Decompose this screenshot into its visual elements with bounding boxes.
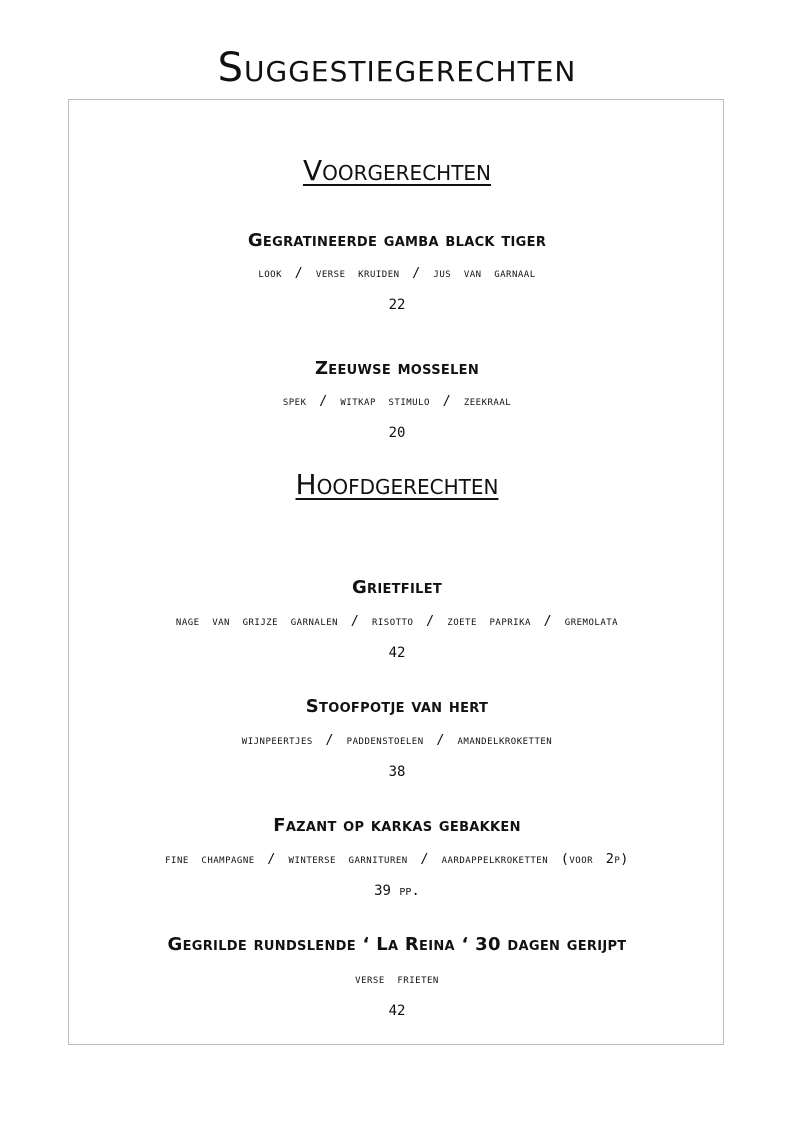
dish-name: Grietfilet <box>351 577 443 598</box>
dish-name: Zeeuwse mosselen <box>314 358 480 379</box>
dish-price: 39 pp. <box>374 883 420 899</box>
dish-description: spek / witkap stimulo / zeekraal <box>282 393 512 409</box>
dish-description: verse frieten <box>355 971 439 987</box>
dish-name: Stoofpotje van hert <box>305 696 489 717</box>
dish-description: nage van grijze garnalen / risotto / zoete paprika / gremolata <box>175 613 619 629</box>
dish-description: look / verse kruiden / jus van garnaal <box>258 265 536 281</box>
dish-price: 42 <box>388 645 406 661</box>
dish-price: 20 <box>388 425 406 441</box>
dish-name: Gegratineerde gamba black tiger <box>247 230 547 251</box>
dish-description: wijnpeertjes / paddenstoelen / amandelkroketten <box>241 732 553 748</box>
dish-name: Fazant op karkas gebakken <box>273 815 521 836</box>
dish-price: 42 <box>388 1003 406 1019</box>
dish-description: fine champagne / winterse garnituren / aardappelkroketten (voor 2p) <box>165 851 629 867</box>
dish-name: Gegrilde rundslende ‘ La Reina ‘ 30 dagen gerijpt <box>167 934 627 955</box>
page-title: Suggestiegerechten <box>217 45 577 91</box>
section-title-hoofdgerechten: Hoofdgerechten <box>295 468 499 501</box>
dish-price: 22 <box>388 297 406 313</box>
dish-price: 38 <box>388 764 406 780</box>
section-title-voorgerechten: Voorgerechten <box>302 154 492 187</box>
